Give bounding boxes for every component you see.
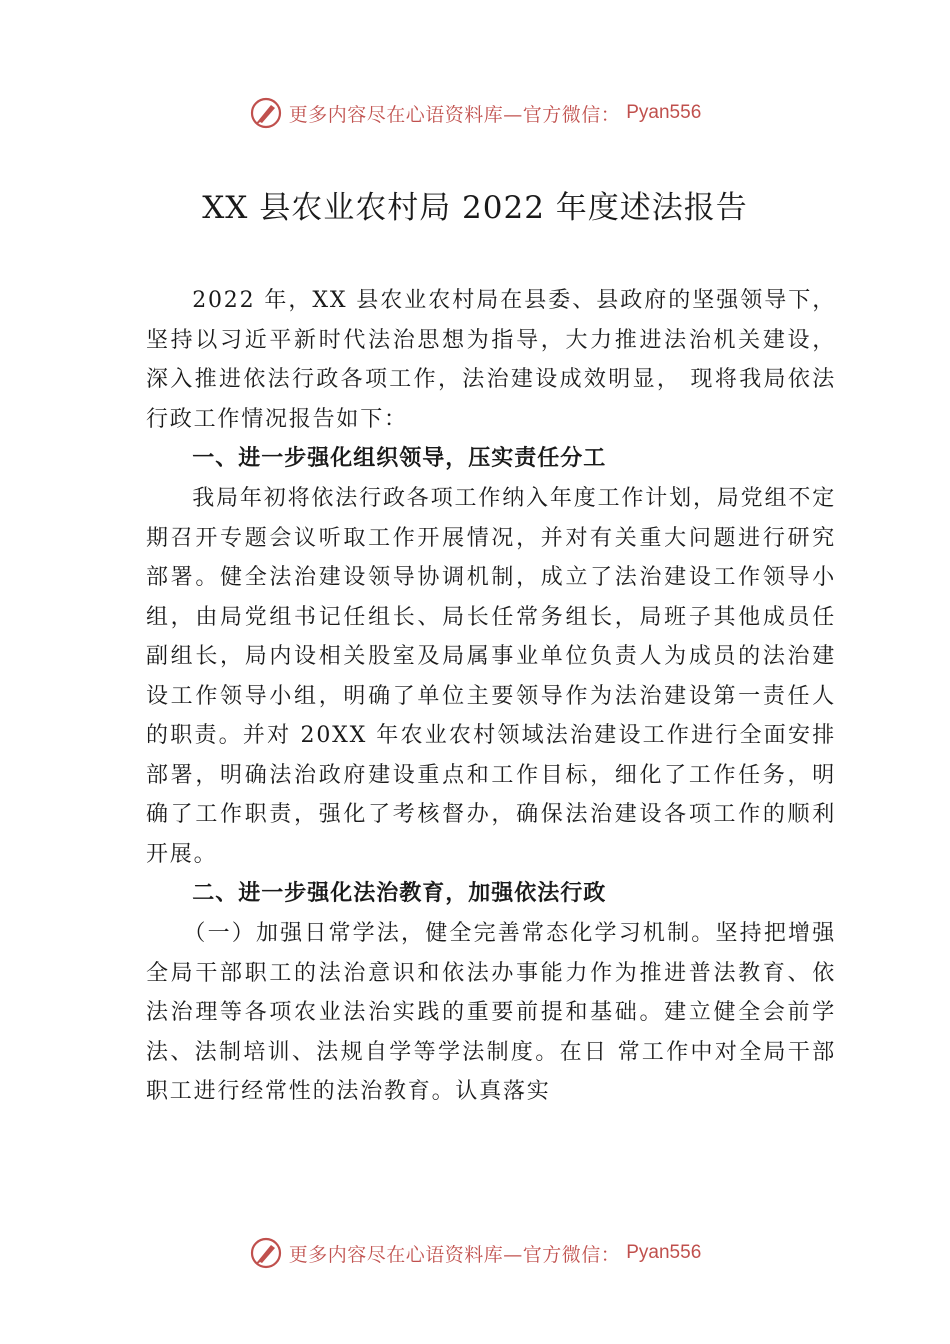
watermark-wechat-id: Pyan556 — [626, 1242, 702, 1263]
quill-seal-icon — [249, 96, 283, 130]
section-2-heading: 二、进一步强化法治教育，加强依法行政 — [192, 881, 607, 906]
watermark-text: 更多内容尽在心语资料库—官方微信： — [288, 103, 621, 126]
watermark-footer — [0, 1233, 950, 1273]
document-title: XX 县农业农村局 2022 年度述法报告 — [202, 190, 748, 226]
document-body — [146, 281, 836, 1112]
watermark-header — [0, 93, 950, 133]
section-2-paragraph: （一）加强日常学法，健全完善常态化学习机制。坚持把增强全局干部职工的法治意识和依法办事能力作为推进普法教育、依法治理等各项农业法治实践的重要前提和基础。建立健全会前学法、法制培训、法规自学等学法制度。在日 常工作中对全局干部职工进行经常性的法治教育。认真落实 — [146, 921, 836, 1104]
intro-paragraph: 2022 年，XX 县农业农村局在县委、县政府的坚强领导下，坚持以习近平新时代法治思想为指导，大力推进法治机关建设，深入推进依法行政各项工作，法治建设成效明显， 现将我局依法行政工作情况报告如下： — [146, 288, 836, 432]
quill-seal-icon — [249, 1236, 283, 1270]
section-1-heading: 一、进一步强化组织领导，压实责任分工 — [192, 446, 607, 471]
section-1-paragraph: 我局年初将依法行政各项工作纳入年度工作计划，局党组不定期召开专题会议听取工作开展情况，并对有关重大问题进行研究部署。健全法治建设领导协调机制，成立了法治建设工作领导小组，由局党组书记任组长、局长任常务组长，局班子其他成员任副组长，局内设相关股室及局属事业单位负责人为成员的法治建设工作领导小组，明确了单位主要领导作为法治建设第一责任人的职责。并对 20XX 年农业农村领域法治建设工作进行全面安排部署，明确法治政府建设重点和工作目标，细化了工作任务，明确了工作职责，强化了考核督办，确保法治建设各项工作的顺利开展。 — [146, 486, 836, 867]
watermark-text: 更多内容尽在心语资料库—官方微信： — [288, 1243, 621, 1266]
watermark-wechat-id: Pyan556 — [626, 102, 702, 123]
